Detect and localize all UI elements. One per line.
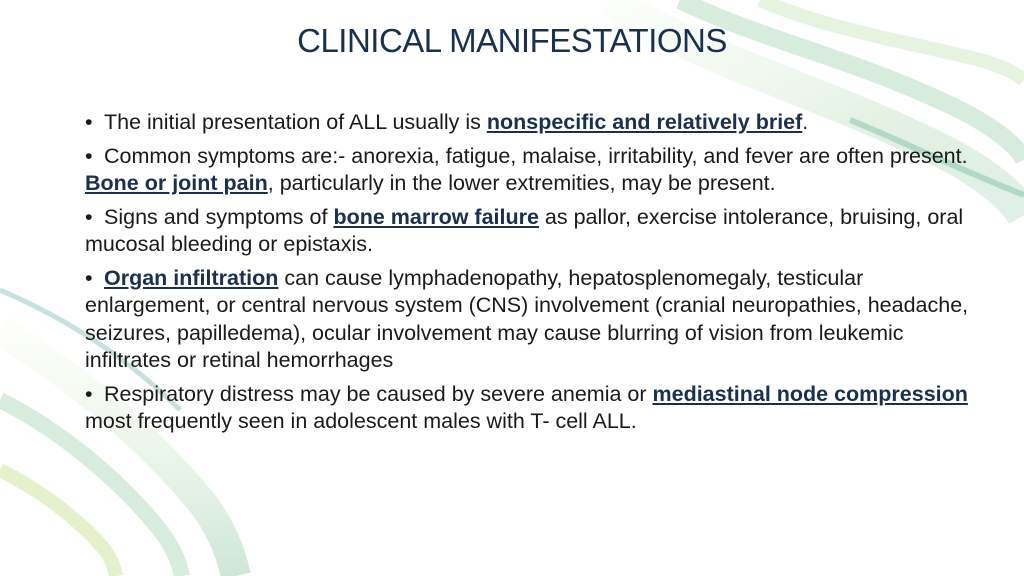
bullet-icon: •: [85, 265, 93, 290]
slide-title: CLINICAL MANIFESTATIONS: [297, 22, 727, 59]
bullet-text: Signs and symptoms of: [104, 204, 334, 229]
bullet-text: Common symptoms are:- anorexia, fatigue, malaise, irritability, and fever are often present.: [104, 143, 968, 168]
bullet-text: Respiratory distress may be caused by severe anemia or: [104, 381, 653, 406]
bullet-text: most frequently seen in adolescent males with T- cell ALL.: [85, 409, 637, 433]
bullet-text: , particularly in the lower extremities, may be present.: [267, 171, 776, 195]
bullet-emphasis: bone marrow failure: [333, 204, 539, 229]
bullet-item: [85, 381, 985, 436]
bullet-text: can cause lymphadenopathy, hepatosplenomegaly, testicular enlargement, or central nervous system (CNS) involvement (cranial neuropathies, headache, seizures, papilledema), ocular involvement may cause blurring of vision from leukemic infiltrates or retinal hemorrhages: [85, 265, 969, 372]
bullet-emphasis: Organ infiltration: [104, 265, 279, 290]
bullet-text: The initial presentation of ALL usually is: [104, 110, 487, 134]
bullet-item: [85, 109, 985, 137]
bullet-icon: •: [85, 110, 93, 134]
bullet-emphasis: nonspecific and relatively brief: [486, 110, 803, 134]
bullet-item: [85, 265, 985, 375]
bullet-icon: •: [85, 381, 93, 406]
bullet-emphasis: mediastinal node compression: [652, 381, 968, 406]
bullet-text: as pallor, exercise intolerance, bruising, oral mucosal bleeding or epistaxis.: [85, 204, 964, 256]
bullet-icon: •: [85, 204, 93, 229]
bullet-emphasis: Bone or joint pain: [85, 171, 268, 195]
bullet-item: [85, 204, 985, 259]
bullet-item: [85, 143, 985, 198]
bullet-list: [85, 109, 985, 442]
bullet-text: .: [802, 110, 809, 134]
bullet-icon: •: [85, 143, 93, 168]
